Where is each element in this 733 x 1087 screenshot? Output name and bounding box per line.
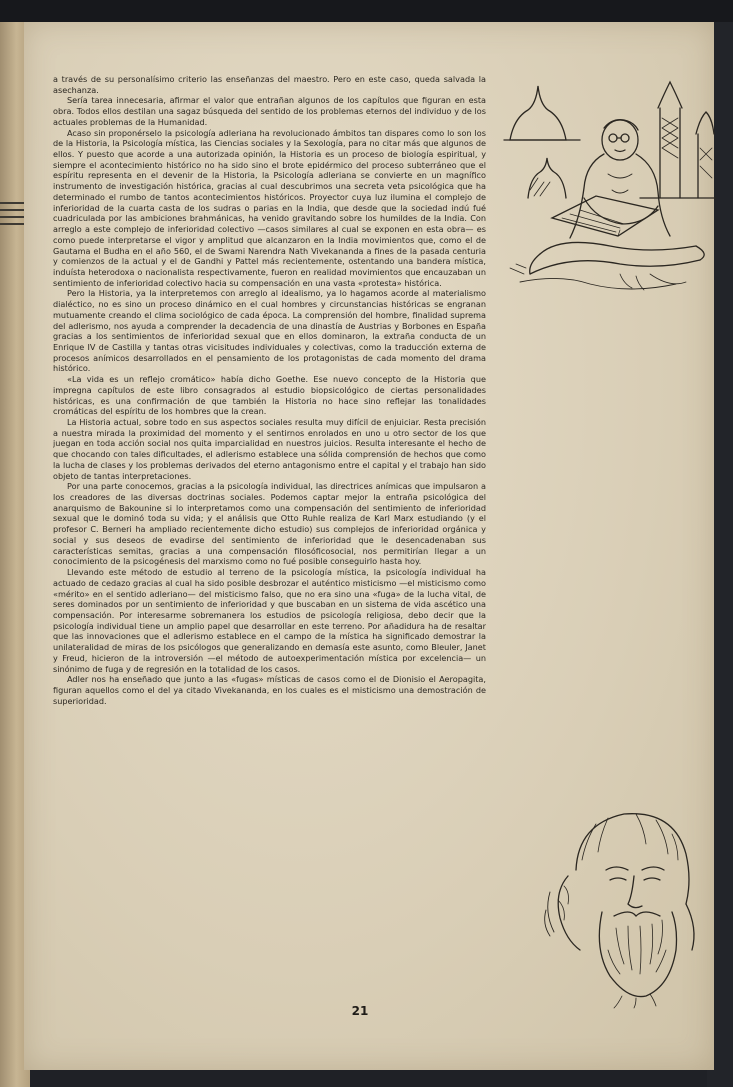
illustration-seated-reader xyxy=(500,78,716,303)
bearded-man-drawing xyxy=(536,800,712,1010)
paragraph: Llevando este método de estudio al terreno de la psicología mística, la psicología individual ha actuado de cedazo gracias al cual ha sido posible desbrozar el auténtico misticismo —el misticismo como «mérito» en el sentido adleriano— del misticismo falso, que no era sino una «fuga» de la lucha vital, de seres dominados por un sentimiento de inferioridad y que buscaban en un sistema de vida ascético una compensación. Por interesarme sobremanera los estudios de psicología religiosa, debo decir que la psicología individual tiene un amplio papel que desarrollar en este terreno. Por añadidura ha de resaltar que las innovaciones que el adlerismo establece en el campo de la mística ha significado demostrar la unilateralidad de miras de los psicólogos que generalizando en demasía este asunto, como Bleuler, Janet y Freud, hicieron de la introversión —el método de autoexperimentación mística por excelencia— un sinónimo de fuga y de regresión en la totalidad de los casos. xyxy=(53,567,486,674)
paragraph: a través de su personalísimo criterio las enseñanzas del maestro. Pero en este caso, queda salvada la asechanza. xyxy=(53,74,486,95)
paragraph: Por una parte conocemos, gracias a la psicología individual, las directrices anímicas que impulsaron a los creadores de las diversas doctrinas sociales. Podemos captar mejor la entraña psicológica del anarquismo de Bakounine si lo interpretamos como una compensación del sentimiento de inferioridad sexual que le dominó toda su vida; y el análisis que Otto Ruhle realiza de Karl Marx estudiando (y el profesor C. Berneri ha ampliado recientemente dicho estudio) sus complejos de inferioridad orgánica y social y sus deseos de evadirse del sentimiento de inferioridad que le desencadenaban sus características semitas, gracias a una compensación filosóficosocial, nos permitirían llegar a un conocimiento de la psicogénesis del marxismo como no fué posible conseguirlo hasta hoy. xyxy=(53,481,486,567)
paragraph: Adler nos ha enseñado que junto a las «fugas» místicas de casos como el de Dionisio el Aeropagita, figuran aquellos como el del ya citado Vivekananda, en los cuales es el misticismo una demostración de superioridad. xyxy=(53,674,486,706)
page-number: 21 xyxy=(351,1004,369,1018)
scan-top-border xyxy=(0,0,733,22)
body-text xyxy=(53,74,486,1008)
illustration-bearded-man xyxy=(536,800,712,1010)
paragraph: Acaso sin proponérselo la psicología adleriana ha revolucionado ámbitos tan dispares como lo son los de la Historia, la Psicología mística, las Ciencias sociales y la Sexología, para no citar más que algunos de ellos. Y puesto que acorde a una autorizada opinión, la Historia es un proceso de biología espiritual, y siempre el acontecimiento histórico no ha sido sino el brote epidérmico del proceso subterráneo que el espíritu representa en el devenir de la Historia, la Psicología adleriana se convierte en un magnífico instrumento de investigación histórica, gracias al cual descubrimos una secreta veta psicológica que ha determinado el rumbo de tantos acontecimientos históricos. Proyector cuya luz ilumina el complejo de inferioridad de la cuarta casta de los sudras o parias en la India, que desde que la sociedad indú fué cuadriculada por las ambiciones brahmánicas, ha venido gravitando sobre los humildes de la India. Con arreglo a este complejo de inferioridad colectivo —casos similares al cual se exponen en esta obra— es como puede interpretarse el vigor y amplitud que alcanzaron en la India movimientos que, como el de Gautama el Budha en el año 560, el de Swami Narendra Nath Vivekananda a fines de la pasada centuria y comienzos de la actual y el de Gandhi y Pattel más recientemente, ostentando una bandera mística, induísta heterodoxa o nacionalista respectivamente, fueron en realidad movimientos que encauzaban un sentimiento de inferioridad colectivo hacia su compensación en una vasta «protesta» histórica. xyxy=(53,127,486,288)
paragraph: La Historia actual, sobre todo en sus aspectos sociales resulta muy difícil de enjuiciar. Resta precisión a nuestra mirada la proximidad del momento y el sentirnos enrolados en uno u otro sector de los que juegan en toda acción social nos quita imparcialidad en nuestros juicios. Resulta interesante el hecho de que chocando con tales dificultades, el adlerismo establece una sólida comprensión de hechos que como la lucha de clases y los problemas derivados del eterno antagonismo entre el capital y el trabajo han sido objeto de tantas interpretaciones. xyxy=(53,417,486,481)
paragraph: «La vida es un reflejo cromático» había dicho Goethe. Ese nuevo concepto de la Historia que impregna capítulos de este libro consagrados al estudio biopsicológico de ciertas personalidades históricas, es una confirmación de que también la Historia no hace sino reflejar las tonalidades cromáticas del espíritu de los hombres que la crean. xyxy=(53,374,486,417)
seated-reader-drawing xyxy=(500,78,716,303)
paragraph: Pero la Historia, ya la interpretemos con arreglo al idealismo, ya lo hagamos acorde al materialismo dialéctico, no es sino un proceso dinámico en el cual hombres y circunstancias históricas se engranan mutuamente creando el clima sociológico de cada época. La comprensión del hombre, finalidad suprema del adlerismo, nos ayuda a comprender la decadencia de una dinastía de Austrias y Borbones en España gracias a los sentimientos de inferioridad sexual que en ellos dominaron, la extraña conducta de un Enrique IV de Castilla y tantas otras vicisitudes individuales y colectivas, como la traducción externa de procesos anímicos desarrollados en el pensamiento de los protagonistas de cada momento del drama histórico. xyxy=(53,288,486,374)
paragraph: Sería tarea innecesaria, afirmar el valor que entrañan algunos de los capítulos que figuran en esta obra. Todos ellos destilan una sagaz búsqueda del sentido de los problemas eternos del individuo y de los actuales problemas de la Humanidad. xyxy=(53,95,486,127)
